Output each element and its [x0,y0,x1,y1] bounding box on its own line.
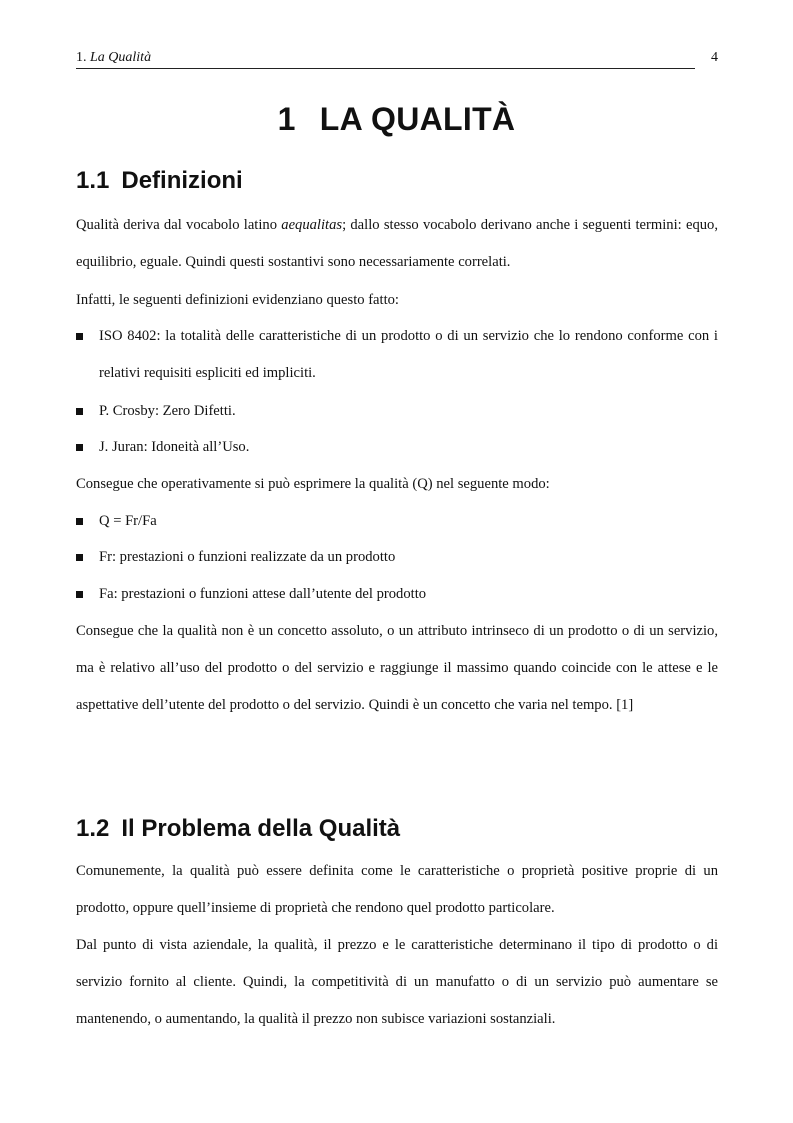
section-heading-problema [76,815,400,843]
list-item-fa: Fa: prestazioni o funzioni attese dall’utente del prodotto [76,584,718,604]
paragraph-etymology: Qualità deriva dal vocabolo latino aequalitas; dallo stesso vocabolo derivano anche i seguenti termini: equo, equilibrio, eguale. Quindi questi sostantivi sono necessariamente correlati. [76,217,718,270]
page-number: 4 [711,50,718,65]
running-header-title [76,50,151,66]
header-chapter-name: La Qualità [90,50,152,65]
chapter-title-text: LA QUALITÀ [319,101,516,137]
list-item-crosby: P. Crosby: Zero Difetti. [76,401,718,421]
bullet-square-icon [76,408,83,415]
paragraph-definitions-intro: Infatti, le seguenti definizioni evidenziano questo fatto: [76,292,399,308]
header-chapter-number: 1. [76,50,87,65]
paragraph-common-definition: Comunemente, la qualità può essere definita come le caratteristiche o proprietà positive proprie di un prodotto, oppure quell’insieme di proprietà che rendono quel prodotto particolare. [76,863,718,916]
list-item-fr: Fr: prestazioni o funzioni realizzate da un prodotto [76,547,718,567]
section-heading-definizioni [76,167,243,195]
list-item-juran: J. Juran: Idoneità all’Uso. [76,437,718,457]
section-title-text: Definizioni [121,167,243,194]
bullet-square-icon [76,518,83,525]
list-item-iso-8402: ISO 8402: la totalità delle caratteristiche di un prodotto o di un servizio che lo rendono conforme con i relativi requisiti espliciti ed impliciti. [76,318,718,392]
paragraph-business-view: Dal punto di vista aziendale, la qualità, il prezzo e le caratteristiche determinano il tipo di prodotto o di servizio fornito al cliente. Quindi, la competitività di un manufatto o di un servizio può aumentare se mantenendo, o aumentando, la qualità il prezzo non subisce variazioni sostanziali. [76,937,718,1027]
bullet-square-icon [76,591,83,598]
chapter-number: 1 [277,101,296,137]
section-number: 1.2 [76,815,110,842]
running-header [76,50,718,68]
section-number: 1.1 [76,167,110,194]
bullet-square-icon [76,554,83,561]
latin-term: aequalitas [281,217,343,233]
bullet-square-icon [76,444,83,451]
paragraph-formula-intro: Consegue che operativamente si può esprimere la qualità (Q) nel seguente modo: [76,476,550,492]
header-rule [76,68,695,69]
bullet-square-icon [76,333,83,340]
list-item-formula: Q = Fr/Fa [76,511,718,531]
paragraph-conclusion: Consegue che la qualità non è un concetto assoluto, o un attributo intrinseco di un prodotto o di un servizio, ma è relativo all’uso del prodotto o del servizio e raggiunge il massimo quando coincide con le attese e le aspettative dell’utente del prodotto o del servizio. Quindi è un concetto che varia nel tempo. [1] [76,623,718,713]
section-title-text: Il Problema della Qualità [121,815,401,842]
chapter-title [0,101,793,138]
